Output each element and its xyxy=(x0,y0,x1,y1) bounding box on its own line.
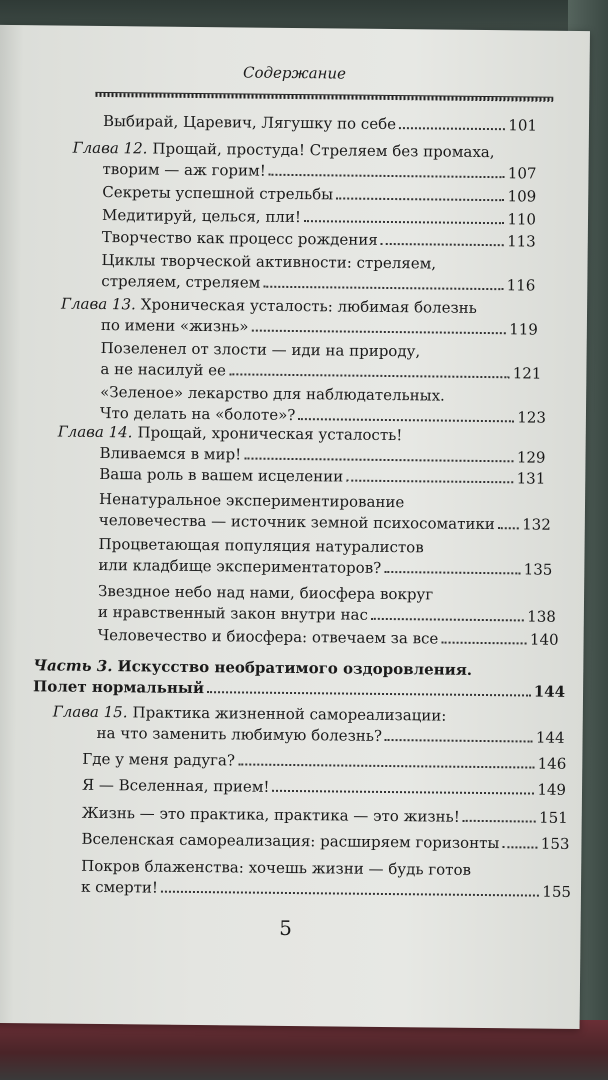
toc-entry-title: Я — Вселенная, прием! xyxy=(81,775,270,796)
toc-entry-title: а не насилуй ее xyxy=(100,359,227,380)
toc-line xyxy=(102,181,536,207)
toc-entry xyxy=(101,250,535,296)
leader-dots xyxy=(336,183,505,201)
toc-line xyxy=(61,314,538,340)
toc-entry-title: Звездное небо над нами, биосфера вокруг xyxy=(97,581,434,604)
table-of-contents xyxy=(0,25,590,1029)
toc-entry-title: Вливаемся в мир! xyxy=(99,443,242,464)
toc-page-number: 153 xyxy=(540,834,570,853)
toc-entry-title: Покров блаженства: хочешь жизни — будь готов xyxy=(81,856,472,879)
toc-entry-title: на что заменить любимую болезнь? xyxy=(96,723,383,745)
leader-dots xyxy=(502,832,538,848)
background-bottom xyxy=(0,1020,608,1080)
toc-entry xyxy=(82,748,566,774)
toc-line xyxy=(102,226,536,252)
leader-dots xyxy=(263,272,504,291)
toc-entry-title: Процветающая популяция натуралистов xyxy=(98,534,424,557)
toc-page-number: 109 xyxy=(507,187,537,206)
toc-page-number: 107 xyxy=(507,164,537,183)
toc-line xyxy=(53,722,565,748)
toc-page-number: 132 xyxy=(522,515,551,534)
toc-entry-title: человечества — источник земной психосоматики xyxy=(98,510,495,534)
toc-entry xyxy=(100,338,541,384)
leader-dots xyxy=(298,404,514,422)
toc-page-number: 149 xyxy=(537,780,567,799)
toc-line xyxy=(81,876,571,902)
toc-entry xyxy=(82,774,566,800)
toc-entry xyxy=(98,624,559,650)
toc-line xyxy=(103,110,537,136)
leader-dots xyxy=(207,677,531,696)
leader-dots xyxy=(498,513,520,529)
toc-entry-title: Ваша роль в вашем исцелении xyxy=(99,464,344,486)
toc-entry-title: Позеленел от злости — иди на природу, xyxy=(100,338,421,361)
toc-line xyxy=(99,509,551,535)
leader-dots xyxy=(272,776,534,795)
toc-entry xyxy=(100,382,546,428)
toc-line xyxy=(98,624,559,650)
toc-entry xyxy=(33,655,565,702)
toc-entry-title: Прощай, хроническая усталость! xyxy=(137,423,403,445)
page-header: Содержание xyxy=(242,63,347,83)
toc-entry-label: Часть 3. xyxy=(33,656,113,676)
toc-entry-label: Глава 14. xyxy=(57,422,133,442)
toc-line xyxy=(98,601,556,627)
toc-entry xyxy=(102,226,536,252)
toc-line xyxy=(82,802,568,828)
toc-entry-title: Вселенская самореализация: расширяем горизонты xyxy=(81,829,500,853)
leader-dots xyxy=(251,316,506,335)
toc-entry-title: Прощай, простуда! Стреляем без промаха, xyxy=(152,139,495,162)
toc-entry-title: Человечество и биосфера: отвечаем за все xyxy=(97,625,439,648)
toc-entry-label: Глава 13. xyxy=(61,294,136,314)
toc-entry-title: Медитируй, целься, пли! xyxy=(101,205,302,227)
leader-dots xyxy=(371,604,524,622)
toc-line xyxy=(100,358,541,384)
toc-entry-title: или кладбище экспериментаторов? xyxy=(98,555,382,577)
toc-page-number: 146 xyxy=(537,754,567,773)
toc-line xyxy=(33,675,565,702)
leader-dots xyxy=(385,725,533,743)
leader-dots xyxy=(238,749,535,768)
toc-entry-title: по имени «жизнь» xyxy=(100,315,249,336)
toc-page-number: 119 xyxy=(509,320,538,339)
leader-dots xyxy=(381,229,505,246)
toc-entry-title: творим — аж горим! xyxy=(102,159,266,180)
toc-entry xyxy=(103,110,537,136)
toc-entry xyxy=(57,422,545,468)
toc-line xyxy=(98,554,552,580)
book-page xyxy=(0,25,590,1029)
toc-page-number: 144 xyxy=(533,682,566,701)
leader-dots xyxy=(346,466,514,484)
toc-entry-title: Творчество как процесс рождения xyxy=(101,227,378,249)
toc-entry xyxy=(102,181,536,207)
leader-dots xyxy=(229,359,510,378)
toc-entry-title: Секреты успешной стрельбы xyxy=(102,182,334,204)
toc-entry xyxy=(98,581,556,627)
page-number: 5 xyxy=(279,915,293,941)
toc-page-number: 116 xyxy=(506,276,536,295)
toc-line xyxy=(82,748,566,774)
toc-line xyxy=(72,158,536,184)
toc-entry-label: Глава 15. xyxy=(52,702,128,722)
toc-page-number: 155 xyxy=(542,882,572,901)
toc-line xyxy=(101,270,535,296)
toc-page-number: 144 xyxy=(535,728,565,747)
toc-entry-title: Что делать на «болоте»? xyxy=(99,403,296,425)
toc-page-number: 129 xyxy=(516,448,546,467)
toc-entry xyxy=(53,702,565,748)
toc-page-number: 131 xyxy=(516,469,546,488)
toc-entry xyxy=(81,828,569,854)
toc-entry-title: Жизнь — это практика, практика — это жизнь! xyxy=(81,803,460,826)
toc-page-number: 140 xyxy=(529,630,559,649)
toc-entry-title: к смерти! xyxy=(80,877,159,897)
toc-entry-title: стреляем, стреляем xyxy=(101,271,261,292)
toc-line xyxy=(99,463,545,489)
leader-dots xyxy=(463,806,536,823)
toc-page-number: 121 xyxy=(512,364,542,383)
toc-page-number: 110 xyxy=(507,210,537,229)
toc-entry-title: Искусство необратимого оздоровления. xyxy=(117,657,473,679)
toc-entry-label: Глава 12. xyxy=(72,138,148,158)
toc-entry-title: Хроническая усталость: любимая болезнь xyxy=(140,295,477,317)
toc-entry-title: Где у меня радуга? xyxy=(82,749,236,770)
leader-dots xyxy=(244,443,514,462)
toc-line xyxy=(82,774,566,800)
toc-entry-title: и нравственный закон внутри нас xyxy=(97,602,369,624)
toc-entry-title: «Зеленое» лекарство для наблюдательных. xyxy=(100,382,445,405)
leader-dots xyxy=(304,206,505,224)
toc-entry xyxy=(98,534,552,580)
toc-page-number: 101 xyxy=(508,116,538,135)
toc-page-number: 113 xyxy=(507,232,536,251)
leader-dots xyxy=(399,113,505,130)
toc-entry-title: Выбирай, Царевич, Лягушку по себе xyxy=(102,111,397,134)
toc-entry xyxy=(82,802,568,828)
leader-dots xyxy=(384,557,521,574)
leader-dots xyxy=(161,877,539,897)
toc-page-number: 135 xyxy=(523,560,553,579)
toc-entry xyxy=(99,463,545,489)
toc-entry xyxy=(72,138,536,184)
toc-entry xyxy=(81,856,571,902)
toc-entry xyxy=(99,489,551,535)
leader-dots xyxy=(441,628,527,645)
toc-entry-title: Практика жизненной самореализации: xyxy=(132,703,447,725)
toc-page-number: 123 xyxy=(517,408,547,427)
toc-entry-title: Циклы творческой активности: стреляем, xyxy=(101,250,437,273)
toc-page-number: 151 xyxy=(539,808,568,827)
toc-entry xyxy=(61,294,538,340)
toc-entry-title: Ненатуральное экспериментирование xyxy=(98,489,405,512)
leader-dots xyxy=(269,160,505,178)
toc-entry-title: Полет нормальный xyxy=(32,677,205,698)
toc-page-number: 138 xyxy=(527,607,556,626)
toc-line xyxy=(81,828,569,854)
